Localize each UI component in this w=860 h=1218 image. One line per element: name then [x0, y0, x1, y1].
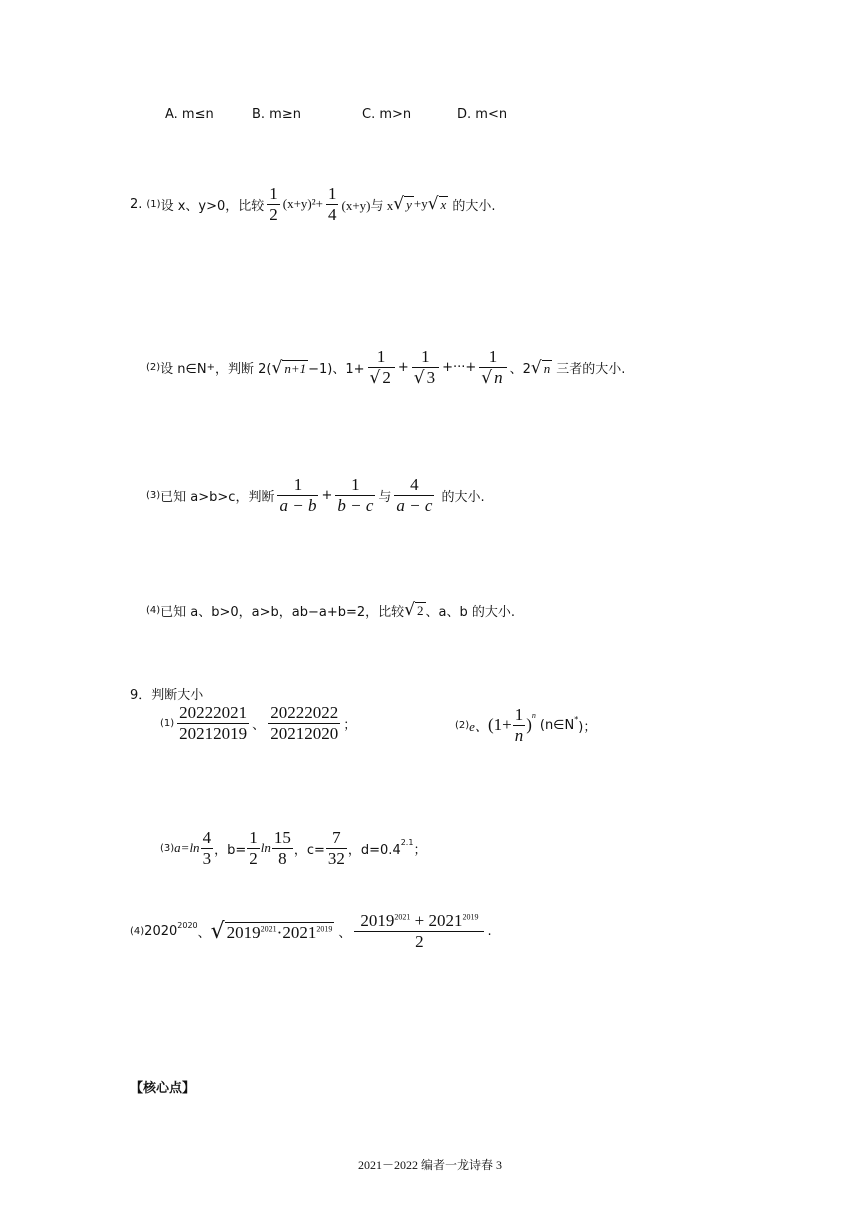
superscript: 2021	[260, 924, 277, 934]
text-segment: 2020	[144, 923, 178, 939]
fraction	[326, 184, 339, 225]
text-segment: 、2	[509, 362, 531, 378]
option-b: B. m≥n	[252, 107, 301, 122]
page-footer: 2021－2022 编者一龙诗春 3	[357, 1158, 502, 1172]
radicand: 2021	[282, 922, 317, 942]
superscript: 2020	[177, 921, 198, 930]
part-marker: (2)	[146, 362, 161, 374]
square-root: √ y	[393, 194, 412, 215]
fraction	[479, 347, 506, 389]
fraction-denominator: 20212020	[270, 723, 339, 743]
fraction-denominator: a − b	[279, 495, 317, 515]
fraction	[177, 703, 249, 744]
square-root: √ n	[530, 357, 551, 378]
fraction	[268, 703, 340, 744]
fraction	[247, 828, 260, 869]
fraction-denominator: b − c	[337, 495, 374, 515]
question-9-part-2	[455, 705, 596, 746]
fraction-numerator: 1	[335, 475, 375, 496]
fraction	[513, 705, 526, 746]
separator: 、	[252, 717, 266, 733]
fraction	[272, 828, 293, 869]
question-9-part-3	[160, 828, 426, 869]
superscript: *	[574, 715, 579, 724]
radicand: n	[494, 368, 503, 388]
fraction	[326, 828, 347, 869]
part-marker: (2)	[455, 719, 470, 731]
fraction-numerator: 1	[269, 184, 278, 203]
fraction-denominator: 20212019	[179, 723, 248, 743]
question-9-part-4	[130, 911, 492, 952]
numerator-term: 2019	[360, 911, 395, 930]
fraction-numerator: 1	[277, 475, 318, 496]
fraction	[267, 184, 280, 225]
text-segment: 设 n∈N	[160, 362, 207, 378]
text-segment: 、a、b 的大小.	[425, 604, 516, 620]
text-segment: (n∈N	[539, 717, 575, 733]
fraction-numerator: 4	[394, 475, 434, 496]
subscript: +	[206, 362, 215, 374]
superscript: 2019	[316, 924, 333, 934]
text-segment: −1)、1+	[308, 362, 365, 378]
part-marker: (3)	[160, 842, 175, 854]
fraction-numerator	[354, 911, 484, 932]
text-segment: (x+y)²+	[282, 196, 323, 212]
text-segment: (1+	[487, 715, 512, 735]
fraction-denominator: 8	[278, 848, 287, 868]
text-segment: 的大小.	[452, 198, 496, 214]
text-segment: a=ln	[174, 840, 200, 856]
text-segment: 已知 a、b>0，a>b，ab−a+b=2，比较	[160, 604, 405, 620]
fraction-numerator: 1	[514, 705, 524, 724]
text-segment: (x+y)与 x	[341, 197, 394, 213]
fraction-numerator: 4	[202, 828, 212, 847]
text-segment: +···+	[442, 360, 477, 376]
option-c: C. m>n	[362, 107, 412, 122]
option-d: D. m<n	[457, 107, 508, 122]
fraction	[335, 475, 375, 516]
text-segment: )	[526, 715, 532, 735]
question-2-part-1	[130, 184, 495, 225]
text-segment: 的大小.	[441, 489, 485, 505]
text-segment: 设 x、y>0，比较	[160, 198, 265, 214]
fraction	[368, 347, 395, 389]
fraction-denominator: √ n	[481, 368, 503, 389]
text-segment: ；	[343, 717, 357, 733]
text-segment: +y	[413, 196, 428, 212]
text-segment: ，判断 2(	[214, 362, 272, 378]
part-marker: (4)	[130, 925, 145, 937]
text-segment: ，d=0.4	[347, 842, 401, 858]
square-root: √ n+1	[271, 357, 307, 378]
fraction-numerator: 1	[327, 184, 337, 203]
square-root: √ 2	[404, 600, 424, 620]
text-segment: .	[487, 923, 492, 939]
fraction-denominator: √ 3	[413, 368, 436, 389]
radicand: 2	[382, 368, 391, 388]
radicand: 2	[417, 603, 424, 618]
question-2-part-4	[146, 600, 515, 620]
fraction-numerator: 1	[412, 347, 439, 368]
fraction	[394, 475, 434, 516]
fraction-numerator: 1	[368, 347, 395, 368]
superscript: 2.1	[400, 838, 414, 847]
fraction-denominator: 4	[327, 204, 337, 224]
radicand: x	[440, 197, 447, 213]
fraction-denominator: 3	[202, 848, 212, 868]
fraction-numerator: 7	[326, 828, 347, 849]
question-2-part-2	[146, 347, 625, 389]
text-segment: ln	[260, 840, 271, 856]
question-2-part-3	[146, 475, 485, 516]
fraction	[277, 475, 318, 516]
fraction	[412, 347, 439, 389]
question-9-part-1	[160, 703, 356, 744]
superscript: 2019	[462, 912, 479, 922]
part-marker: (1)	[146, 198, 161, 210]
fraction-numerator: 15	[273, 828, 291, 847]
fraction-numerator: 20222022	[270, 703, 339, 722]
fraction-denominator: 32	[327, 848, 345, 868]
radicand: n+1	[284, 360, 307, 376]
square-root: √ $2019^{2021}\cdot 2021^{2019}$	[210, 918, 333, 944]
text-segment: ·	[276, 922, 283, 942]
text-segment: ，c=	[293, 842, 325, 858]
text-segment: +	[321, 487, 333, 503]
text-segment: 三者的大小.	[556, 362, 626, 378]
text-segment: e、	[469, 718, 488, 734]
radicand: 3	[426, 368, 436, 388]
superscript: 2021	[394, 912, 411, 922]
text-segment: ，b=	[214, 842, 247, 858]
fraction-denominator: n	[514, 725, 524, 745]
radicand: n	[543, 360, 551, 376]
fraction-numerator: 1	[479, 347, 506, 368]
fraction-denominator: a − c	[396, 495, 433, 515]
section-heading: 【核心点】	[130, 1081, 196, 1096]
text-segment: +	[397, 360, 409, 376]
fraction	[201, 828, 214, 869]
fraction-numerator: 1	[249, 828, 258, 847]
text-segment: 已知 a>b>c，判断	[160, 489, 275, 505]
text-segment: )；	[578, 719, 597, 735]
fraction-denominator: 2	[269, 204, 278, 224]
text-segment: +	[410, 911, 429, 930]
fraction-denominator: 2	[415, 931, 424, 951]
text-segment: ；	[413, 842, 427, 858]
question-number: 2.	[130, 196, 143, 212]
text-segment: 与	[378, 489, 392, 505]
separator: 、	[338, 925, 352, 941]
fraction	[354, 911, 484, 952]
numerator-term: 2021	[428, 911, 463, 930]
option-a: A. m≤n	[165, 107, 214, 122]
part-marker: (4)	[146, 604, 161, 616]
fraction-denominator: √ 2	[369, 368, 391, 389]
part-marker: (1)	[160, 717, 175, 729]
square-root: √ x	[427, 194, 447, 215]
fraction-numerator: 20222021	[179, 703, 248, 722]
fraction-denominator: 2	[249, 848, 258, 868]
radicand: y	[406, 197, 412, 213]
part-marker: (3)	[146, 489, 161, 501]
radicand: 2019	[226, 922, 261, 942]
separator: 、	[197, 925, 211, 941]
superscript: n	[531, 711, 536, 720]
question-9-title: 9．判断大小	[130, 688, 204, 703]
